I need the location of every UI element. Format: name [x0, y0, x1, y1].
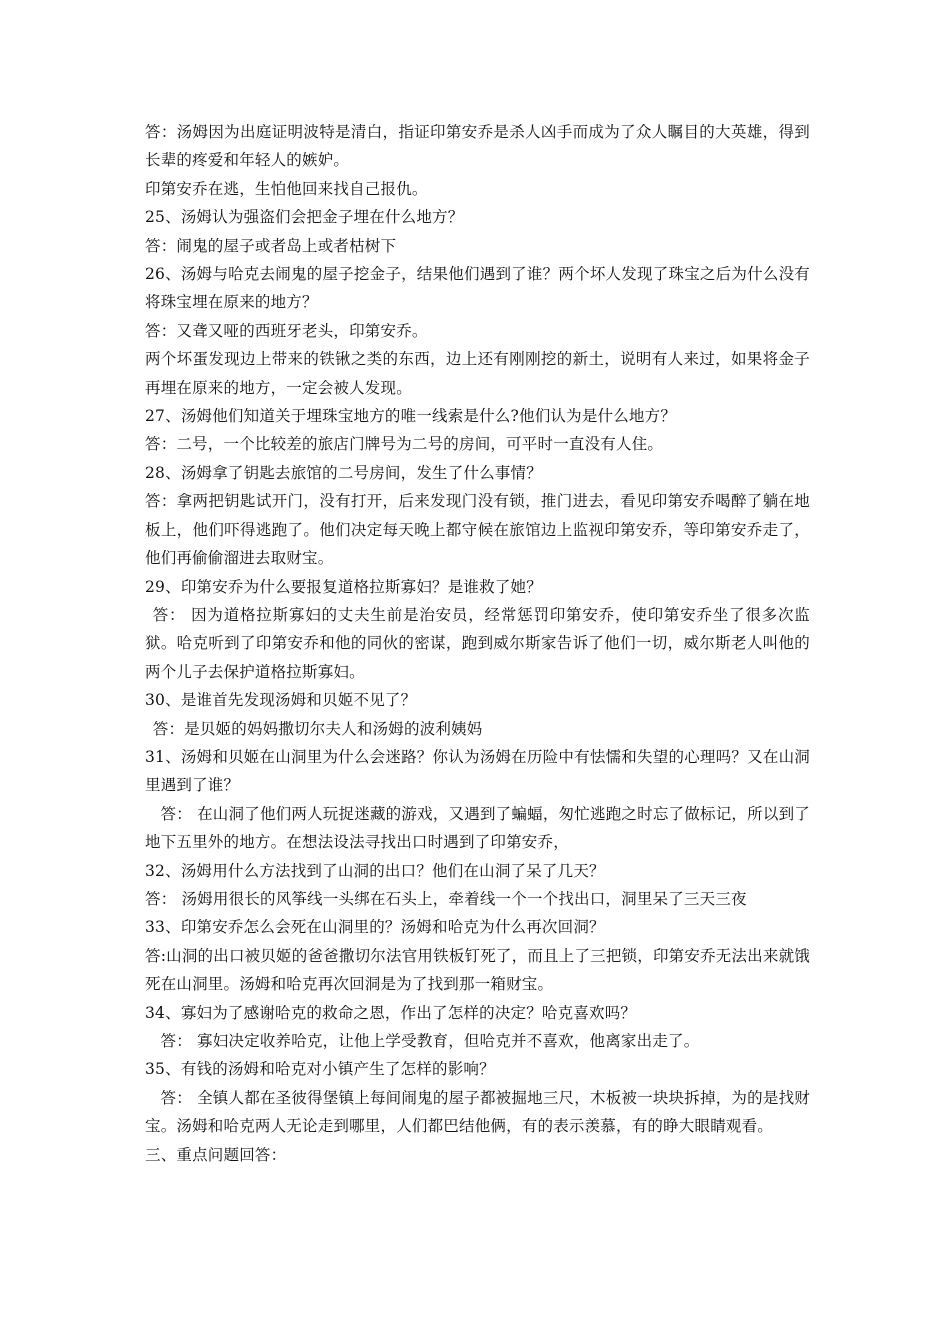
- answer-26-detail: 两个坏蛋发现边上带来的铁锹之类的东西，边上还有刚刚挖的新土，说明有人来过，如果将金子再埋在原来的地方，一定会被人发现。: [145, 350, 810, 397]
- question-34: 34、寡妇为了感谢哈克的救命之恩，作出了怎样的决定？哈克喜欢吗？: [145, 1003, 637, 1022]
- question-30: 30、是谁首先发现汤姆和贝姬不见了？: [145, 691, 417, 710]
- question-25: 25、汤姆认为强盗们会把金子埋在什么地方？: [145, 208, 464, 227]
- answer-28: 答：拿两把钥匙试开门，没有打开，后来发现门没有锁，推门进去，看见印第安乔喝醉了躺在地板上，他们吓得逃跑了。他们决定每天晚上都守候在旅馆边上监视印第安乔，等印第安乔走了，他们再偷偷溜进去取财宝。: [145, 492, 810, 568]
- answer-25: 答：闹鬼的屋子或者岛上或者枯树下: [145, 236, 397, 255]
- question-31: 31、汤姆和贝姬在山洞里为什么会迷路？你认为汤姆在历险中有怯懦和失望的心理吗？又在山洞里遇到了谁？: [145, 747, 810, 795]
- question-32: 32、汤姆用什么方法找到了山洞的出口？他们在山洞了呆了几天？: [145, 861, 605, 880]
- answer-32: 答： 汤姆用很长的风筝线一头绑在石头上，牵着线一个一个找出口，洞里呆了三天三夜: [145, 889, 747, 908]
- question-26: 26、汤姆与哈克去闹鬼的屋子挖金子，结果他们遇到了谁？两个坏人发现了珠宝之后为什么没有将珠宝埋在原来的地方？: [145, 265, 810, 312]
- answer-29: 答： 因为道格拉斯寡妇的丈夫生前是治安员，经常惩罚印第安乔，使印第安乔坐了很多次监狱。哈克听到了印第安乔和他的同伙的密谋，跑到威尔斯家告诉了他们一切，威尔斯老人叫他的两个儿子去保护道格拉斯寡妇。: [145, 605, 810, 681]
- question-35: 35、有钱的汤姆和哈克对小镇产生了怎样的影响？: [145, 1060, 495, 1079]
- answer-30: 答：是贝姬的妈妈撒切尔夫人和汤姆的波利姨妈: [152, 719, 483, 738]
- answer-27: 答：二号，一个比较差的旅店门牌号为二号的房间，可平时一直没有人住。: [145, 435, 664, 454]
- question-33: 33、印第安乔怎么会死在山洞里的？汤姆和哈克为什么再次回洞？: [145, 918, 605, 937]
- question-29: 29、印第安乔为什么要报复道格拉斯寡妇？是谁救了她？: [145, 577, 542, 596]
- answer-31: 答： 在山洞了他们两人玩捉迷藏的游戏，又遇到了蝙蝠，匆忙逃跑之时忘了做标记，所以到了地下五里外的地方。在想法设法寻找出口时遇到了印第安乔，: [145, 804, 810, 852]
- answer-35: 答： 全镇人都在圣彼得堡镇上每间闹鬼的屋子都被掘地三尺，木板被一块块拆掉，为的是找财宝。汤姆和哈克两人无论走到哪里，人们都巴结他俩，有的表示羡慕，有的睁大眼睛观看。: [145, 1088, 810, 1136]
- answer-paragraph: 印第安乔在逃，生怕他回来找自己报仇。: [145, 179, 428, 198]
- document-body: [145, 118, 810, 1169]
- section-heading: 三、重点问题回答：: [145, 1145, 287, 1164]
- answer-26: 答：又聋又哑的西班牙老头，印第安乔。: [145, 321, 428, 340]
- question-27: 27、汤姆他们知道关于埋珠宝地方的唯一线索是什么?他们认为是什么地方？: [145, 407, 677, 426]
- answer-paragraph: 答：汤姆因为出庭证明波特是清白，指证印第安乔是杀人凶手而成为了众人瞩目的大英雄，得到长辈的疼爱和年轻人的嫉妒。: [145, 123, 810, 170]
- question-28: 28、汤姆拿了钥匙去旅馆的二号房间，发生了什么事情？: [145, 463, 542, 482]
- answer-34: 答： 寡妇决定收养哈克，让他上学受教育，但哈克并不喜欢，他离家出走了。: [160, 1032, 700, 1050]
- answer-33: 答:山洞的出口被贝姬的爸爸撒切尔法官用铁板钉死了，而且上了三把锁，印第安乔无法出来就饿死在山洞里。汤姆和哈克再次回洞是为了找到那一箱财宝。: [145, 946, 810, 994]
